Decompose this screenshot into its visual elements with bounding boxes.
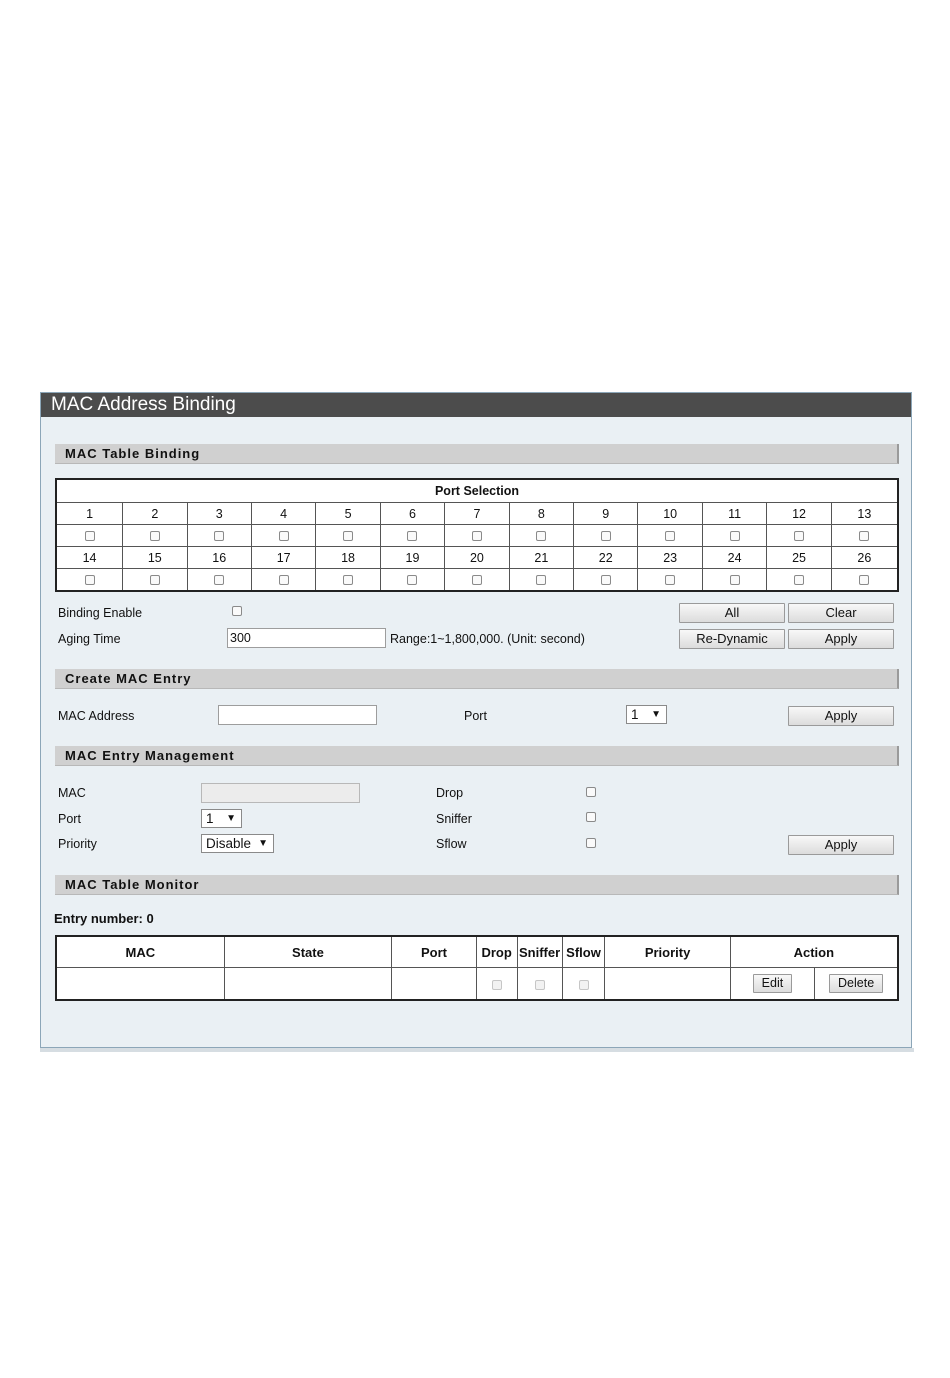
create-port-select[interactable] [626,705,667,724]
row-sflow-checkbox [579,980,589,990]
port-cell [574,525,638,547]
row-sniffer [517,968,562,1001]
port-checkbox[interactable] [214,531,224,541]
port-checkbox[interactable] [407,575,417,585]
port-cell [831,569,898,592]
port-number-label: 14 [56,547,123,569]
aging-time-input[interactable]: 300 [227,628,386,648]
aging-time-label: Aging Time [58,632,121,646]
port-checkbox[interactable] [85,575,95,585]
port-number-label: 19 [380,547,444,569]
binding-enable-checkbox[interactable] [232,606,242,616]
mac-monitor-table [55,935,899,1001]
port-cell [638,525,702,547]
col-drop: Drop [476,936,517,968]
port-checkbox[interactable] [859,531,869,541]
edit-button[interactable]: Edit [753,974,793,993]
section-mac-table-monitor: MAC Table Monitor [55,875,899,895]
port-number-label: 10 [638,503,702,525]
delete-button[interactable]: Delete [829,974,883,993]
port-cell [831,525,898,547]
chevron-down-icon: ▼ [258,838,268,849]
binding-enable-label: Binding Enable [58,606,143,620]
port-checkbox[interactable] [665,575,675,585]
port-checkbox[interactable] [343,575,353,585]
port-cell [767,525,831,547]
port-cell [187,525,251,547]
page-title: MAC Address Binding [41,393,911,417]
sflow-checkbox[interactable] [586,838,596,848]
port-checkbox[interactable] [472,575,482,585]
port-number-label: 20 [445,547,509,569]
sflow-label: Sflow [436,837,467,851]
priority-select[interactable] [201,834,274,853]
port-cell [251,569,315,592]
row-drop-checkbox [492,980,502,990]
drop-checkbox[interactable] [586,787,596,797]
port-checkbox[interactable] [214,575,224,585]
port-number-label: 21 [509,547,573,569]
section-create-mac-entry: Create MAC Entry [55,669,899,689]
port-cell [509,569,573,592]
mgmt-port-value: 1 [206,811,214,826]
port-cell [56,525,123,547]
port-selection-header: Port Selection [56,479,898,503]
clear-button[interactable]: Clear [788,603,894,623]
mac-binding-panel [40,392,912,1048]
col-action: Action [730,936,898,968]
mgmt-port-select[interactable] [201,809,242,828]
port-cell [187,569,251,592]
port-checkbox[interactable] [665,531,675,541]
port-cell [316,569,380,592]
section-mac-entry-management: MAC Entry Management [55,746,899,766]
port-number-label: 4 [251,503,315,525]
mgmt-port-label: Port [58,812,81,826]
port-cell [574,569,638,592]
mac-address-input[interactable] [218,705,377,725]
port-number-label: 3 [187,503,251,525]
port-checkbox[interactable] [794,575,804,585]
col-priority: Priority [605,936,730,968]
port-checkbox[interactable] [150,531,160,541]
port-number-label: 26 [831,547,898,569]
re-dynamic-button[interactable]: Re-Dynamic [679,629,785,649]
drop-label: Drop [436,786,464,800]
port-number-label: 7 [445,503,509,525]
port-number-label: 11 [702,503,766,525]
row-drop [476,968,517,1001]
port-cell [445,525,509,547]
port-number-label: 13 [831,503,898,525]
port-checkbox[interactable] [730,575,740,585]
entry-number-text: Entry number: 0 [54,911,154,926]
col-port: Port [392,936,476,968]
port-number-label: 25 [767,547,831,569]
port-number-label: 5 [316,503,380,525]
col-sniffer: Sniffer [517,936,562,968]
row-mac [56,968,224,1001]
port-checkbox[interactable] [472,531,482,541]
col-state: State [224,936,392,968]
port-number-label: 12 [767,503,831,525]
priority-label: Priority [58,837,97,851]
priority-value: Disable [206,836,252,851]
port-number-label: 6 [380,503,444,525]
port-number-label: 9 [574,503,638,525]
port-checkbox[interactable] [536,531,546,541]
port-number-label: 15 [123,547,187,569]
create-port-label: Port [464,709,487,723]
port-cell [56,569,123,592]
port-cell [509,525,573,547]
mgmt-apply-button[interactable]: Apply [788,835,894,855]
entry-number [54,911,154,927]
chevron-down-icon: ▼ [226,813,236,824]
port-checkbox[interactable] [343,531,353,541]
port-checkbox[interactable] [279,575,289,585]
create-apply-button[interactable]: Apply [788,706,894,726]
port-number-label: 22 [574,547,638,569]
col-mac: MAC [56,936,224,968]
col-sflow: Sflow [562,936,605,968]
port-checkbox[interactable] [407,531,417,541]
port-checkbox[interactable] [794,531,804,541]
row-sniffer-checkbox [535,980,545,990]
mgmt-mac-label: MAC [58,786,86,800]
binding-apply-button[interactable]: Apply [788,629,894,649]
aging-time-range: Range:1~1,800,000. (Unit: second) [390,632,585,646]
port-number-label: 8 [509,503,573,525]
port-number-label: 1 [56,503,123,525]
row-priority [605,968,730,1001]
port-number-label: 24 [702,547,766,569]
port-cell [123,569,187,592]
port-number-label: 18 [316,547,380,569]
port-cell [316,525,380,547]
port-checkbox[interactable] [279,531,289,541]
port-cell [123,525,187,547]
port-checkbox[interactable] [536,575,546,585]
port-checkbox[interactable] [730,531,740,541]
row-state [224,968,392,1001]
chevron-down-icon: ▼ [651,709,661,720]
port-number-label: 2 [123,503,187,525]
sniffer-label: Sniffer [436,812,472,826]
row-port [392,968,476,1001]
port-checkbox[interactable] [150,575,160,585]
port-cell [251,525,315,547]
port-selection-table [55,478,899,592]
port-checkbox[interactable] [85,531,95,541]
port-cell [380,569,444,592]
mgmt-mac-input [201,783,360,803]
create-port-value: 1 [631,707,639,722]
port-number-label: 16 [187,547,251,569]
port-cell [702,569,766,592]
port-cell [638,569,702,592]
port-checkbox[interactable] [859,575,869,585]
port-checkbox[interactable] [601,531,611,541]
port-cell [445,569,509,592]
port-cell [767,569,831,592]
row-sflow [562,968,605,1001]
port-cell [380,525,444,547]
panel-bottom-shadow [40,1048,914,1052]
port-checkbox[interactable] [601,575,611,585]
row-action-delete [815,968,898,1001]
row-action-edit [730,968,815,1001]
port-number-label: 23 [638,547,702,569]
table-row [56,968,898,1001]
mac-address-label: MAC Address [58,709,135,723]
port-number-label: 17 [251,547,315,569]
port-cell [702,525,766,547]
section-mac-table-binding: MAC Table Binding [55,444,899,464]
all-button[interactable]: All [679,603,785,623]
sniffer-checkbox[interactable] [586,812,596,822]
